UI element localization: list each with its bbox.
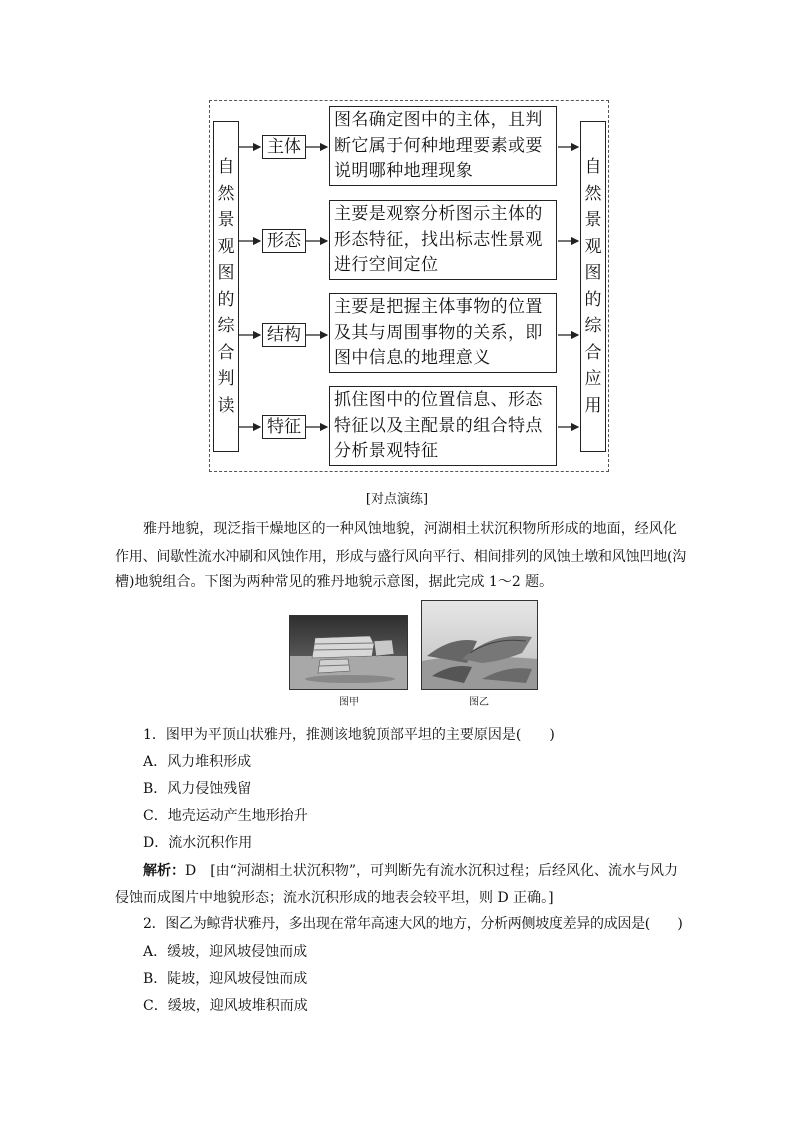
desc-line: 特征以及主配景的组合特点	[334, 415, 543, 436]
left-char: 景	[217, 210, 235, 230]
q1-option-c: C．地壳运动产生地形抬升	[143, 808, 308, 824]
section-title: [对点演练]	[365, 492, 429, 507]
q2-option-b: B．陡坡，迎风坡侵蚀而成	[143, 971, 308, 987]
desc-feature	[329, 386, 557, 466]
right-char: 图	[584, 263, 602, 283]
figure-jia-image	[289, 615, 408, 690]
q2-option-a: A．缓坡，迎风坡侵蚀而成	[143, 944, 308, 960]
right-char: 综	[584, 316, 602, 336]
intro-line-1: 雅丹地貌，现泛指干燥地区的一种风蚀地貌，河湖相土状沉积物所形成的地面，经风化	[143, 521, 677, 537]
intro-line-3: 槽)地貌组合。下图为两种常见的雅丹地貌示意图，据此完成 1～2 题。	[115, 574, 554, 590]
label-feature: 特征	[262, 415, 306, 439]
label-structure: 结构	[262, 323, 306, 347]
desc-form	[329, 200, 557, 280]
desc-line: 形态特征，找出标志性景观	[334, 229, 543, 250]
desc-line: 图中信息的地理意义	[334, 348, 491, 368]
left-char: 然	[217, 183, 235, 204]
analysis-text: D [由“河湖相土状沉积物”，可判断先有流水沉积过程；后经风化、流水与风力	[185, 863, 678, 879]
left-char: 读	[217, 395, 235, 416]
figure-yi-caption: 图乙	[469, 697, 489, 708]
right-char: 用	[584, 395, 602, 416]
label-subject: 主体	[262, 135, 306, 159]
desc-structure	[329, 293, 557, 373]
q2-stem: 2．图乙为鲸背状雅丹，多出现在常年高速大风的地方，分析两侧坡度差异的成因是( )	[143, 916, 683, 932]
right-char: 自	[584, 157, 602, 177]
right-char: 的	[584, 289, 602, 310]
q1-option-b: B．风力侵蚀残留	[143, 781, 252, 797]
left-column-box	[213, 121, 239, 452]
desc-line: 抓住图中的位置信息、形态	[334, 390, 543, 410]
left-char: 综	[217, 316, 235, 336]
q1-stem: 1．图甲为平顶山状雅丹，推测该地貌顶部平坦的主要原因是( )	[143, 727, 555, 743]
left-char: 合	[217, 342, 235, 363]
desc-line: 主要是观察分析图示主体的	[334, 204, 543, 224]
q1-option-d: D．流水沉积作用	[143, 835, 253, 851]
q1-analysis-line-2: 侵蚀而成图片中地貌形态；流水沉积形成的地表会较平坦，则 D 正确。]	[115, 890, 554, 906]
right-column-box	[580, 121, 606, 452]
left-char: 判	[217, 369, 235, 389]
desc-line: 断它属于何种地理要素或要	[334, 135, 543, 156]
desc-line: 进行空间定位	[334, 255, 439, 275]
right-char: 景	[584, 210, 602, 230]
desc-line: 及其与周围事物的关系，即	[334, 322, 543, 343]
intro-line-2: 作用、间歇性流水冲刷和风蚀作用，形成与盛行风向平行、相间排列的风蚀土墩和风蚀凹地(沟	[115, 549, 687, 565]
landscape-reading-diagram	[209, 100, 609, 472]
left-char: 自	[217, 157, 235, 177]
desc-line: 主要是把握主体事物的位置	[334, 297, 543, 317]
q1-option-a: A．风力堆积形成	[143, 754, 252, 770]
analysis-label: 解析：	[143, 863, 185, 879]
right-char: 应	[584, 369, 602, 389]
right-char: 合	[584, 342, 602, 363]
q2-option-c: C．缓坡，迎风坡堆积而成	[143, 998, 308, 1014]
desc-subject	[329, 106, 557, 186]
left-char: 观	[217, 236, 235, 257]
right-char: 观	[584, 236, 602, 257]
right-char: 然	[584, 183, 602, 204]
left-char: 图	[217, 263, 235, 283]
desc-line: 分析景观特征	[334, 441, 439, 461]
desc-line: 图名确定图中的主体，且判	[334, 110, 543, 130]
figure-yi-image	[421, 600, 538, 690]
label-form: 形态	[262, 229, 306, 253]
q1-analysis-line-1	[143, 861, 678, 881]
left-char: 的	[217, 289, 235, 310]
figure-jia-caption: 图甲	[339, 697, 359, 708]
desc-line: 说明哪种地理现象	[334, 161, 474, 181]
